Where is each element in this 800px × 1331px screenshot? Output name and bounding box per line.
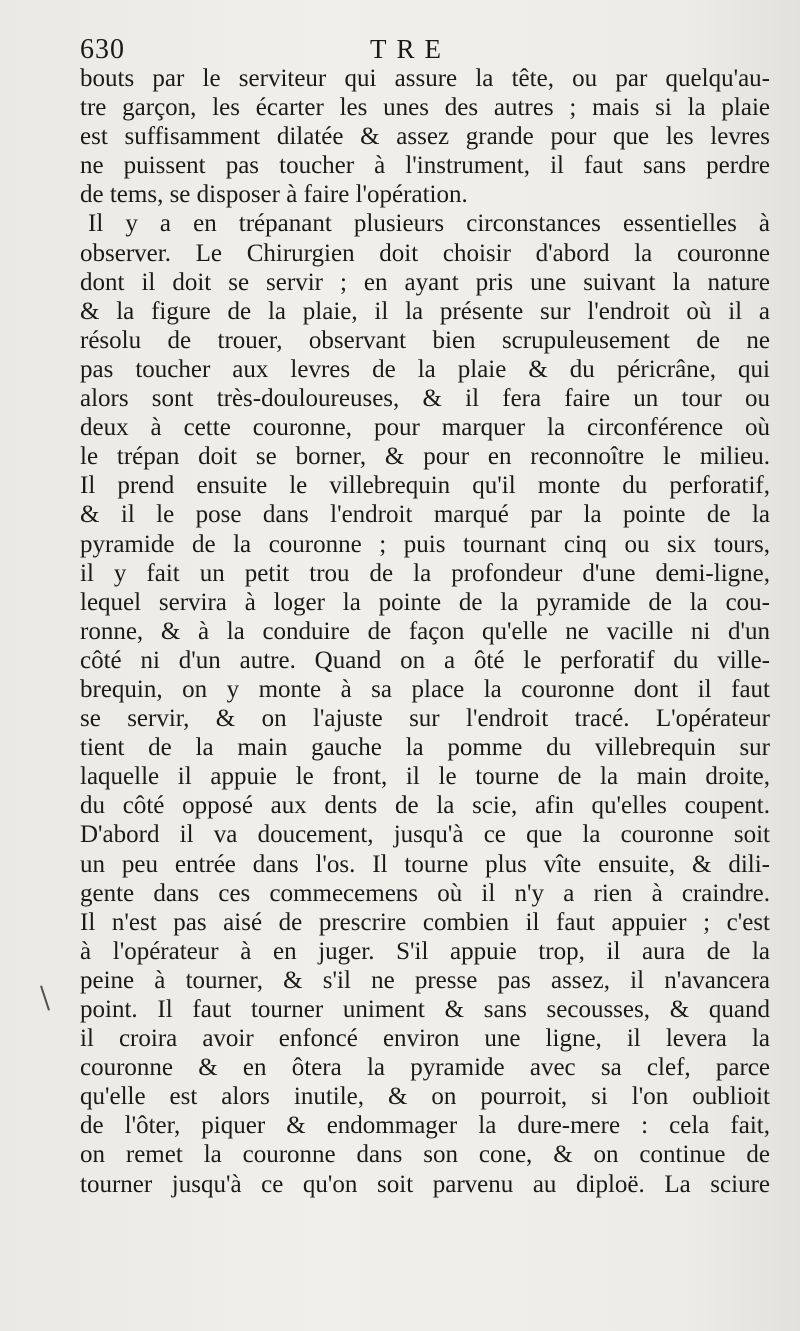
text-line: résolu de trouer, observant bien scrupuleusement de ne	[80, 326, 770, 354]
running-head: TRE	[370, 34, 451, 64]
text-line: il croira avoir enfoncé environ une ligne, il levera la	[80, 1025, 770, 1053]
text-line: le trépan doit se borner, & pour en reconnoître le milieu.	[80, 443, 770, 471]
text-line: dont il doit se servir ; en ayant pris une suivant la nature	[80, 268, 770, 296]
text-line: pas toucher aux levres de la plaie & du péricrâne, qui	[80, 355, 770, 383]
text-line: gente dans ces commecemens où il n'y a rien à craindre.	[80, 879, 770, 907]
text-line: Il prend ensuite le villebrequin qu'il monte du perforatif,	[80, 472, 770, 500]
text-line: couronne & en ôtera la pyramide avec sa clef, parce	[80, 1054, 770, 1082]
text-line: peine à tourner, & s'il ne presse pas assez, il n'avancera	[80, 966, 770, 994]
text-line: & il le pose dans l'endroit marqué par la pointe de la	[80, 501, 770, 529]
text-line: ronne, & à la conduire de façon qu'elle ne vacille ni d'un	[80, 617, 770, 645]
text-line: point. Il faut tourner uniment & sans secousses, & quand	[80, 996, 770, 1023]
text-line: Il n'est pas aisé de prescrire combien il faut appuier ; c'est	[80, 908, 770, 936]
text-line: se servir, & on l'ajuste sur l'endroit tracé. L'opérateur	[80, 705, 770, 733]
text-line: qu'elle est alors inutile, & on pourroit, si l'on oublioit	[80, 1083, 770, 1111]
text-line: laquelle il appuie le front, il le tourne de la main droite,	[80, 763, 770, 791]
text-line: ne puissent pas toucher à l'instrument, il faut sans perdre	[80, 152, 770, 180]
text-line: de l'ôter, piquer & endommager la dure-mere : cela fait,	[80, 1112, 770, 1140]
text-line: tourner jusqu'à ce qu'on soit parvenu au diploë. La sciure	[80, 1170, 770, 1198]
text-line: pyramide de la couronne ; puis tournant cinq ou six tours,	[80, 530, 770, 558]
text-line: alors sont très-douloureuses, & il fera faire un tour ou	[80, 385, 770, 413]
text-line: à l'opérateur à en juger. S'il appuie trop, il aura de la	[80, 937, 770, 965]
text-line: un peu entrée dans l'os. Il tourne plus vîte ensuite, & dili-	[80, 850, 770, 878]
text-line: & la figure de la plaie, il la présente sur l'endroit où il a	[80, 297, 770, 325]
text-line: tre garçon, les écarter les unes des autres ; mais si la plaie	[80, 94, 770, 122]
text-line: tient de la main gauche la pomme du villebrequin sur	[80, 734, 770, 762]
text-line: est suffisamment dilatée & assez grande pour que les levres	[80, 123, 770, 151]
text-line: il y fait un petit trou de la profondeur d'une demi-ligne,	[80, 559, 770, 587]
text-line: D'abord il va doucement, jusqu'à ce que la couronne soit	[80, 821, 770, 849]
paragraph-start-line: Il y a en trépanant plusieurs circonstances essentielles à	[88, 210, 770, 238]
text-line: brequin, on y monte à sa place la couronne dont il faut	[80, 675, 770, 703]
text-line: du côté opposé aux dents de la scie, afin qu'elles coupent.	[80, 792, 770, 820]
text-line: côté ni d'un autre. Quand on a ôté le perforatif du ville-	[80, 646, 770, 674]
text-line: deux à cette couronne, pour marquer la circonférence où	[80, 414, 770, 442]
text-line: lequel servira à loger la pointe de la pyramide de la cou-	[80, 588, 770, 616]
margin-mark	[40, 985, 50, 1010]
page-number: 630	[80, 34, 125, 65]
text-line: bouts par le serviteur qui assure la tête, ou par quelqu'au-	[80, 65, 770, 92]
body-text	[80, 64, 770, 1199]
text-line: de tems, se disposer à faire l'opération.	[80, 181, 468, 209]
page-header	[80, 34, 740, 68]
text-line: on remet la couronne dans son cone, & on continue de	[80, 1141, 770, 1169]
text-line: observer. Le Chirurgien doit choisir d'abord la couronne	[80, 239, 770, 267]
